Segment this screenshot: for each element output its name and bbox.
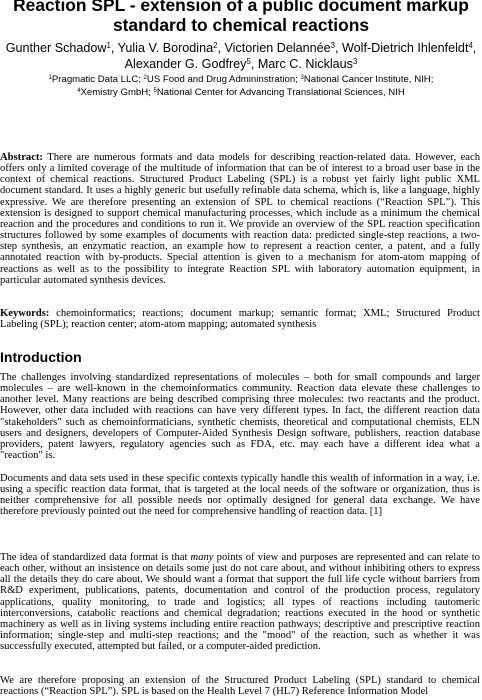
affiliation-3: $^3$National Cancer Institute, NIH; bbox=[300, 74, 434, 85]
affiliation-1: $^1$Pragmatic Data LLC; bbox=[48, 74, 144, 85]
introduction-heading: Introduction bbox=[0, 349, 82, 365]
keywords-text: chemoinformatics; reactions; document markup; semantic format; XML; Structured Product Labeling (SPL); reaction center; atom-atom mapping; automated synthesis bbox=[0, 308, 480, 331]
author-list bbox=[0, 40, 482, 72]
author-5: Alexander G. Godfrey$^5$, bbox=[124, 57, 258, 71]
author-4: Wolf-Dietrich Ihlenfeldt$^4$, bbox=[341, 41, 477, 55]
author-1: Gunther Schadow$^1$, bbox=[5, 41, 118, 55]
author-6: Marc C. Nicklaus$^3$ bbox=[257, 57, 358, 71]
affiliation-5: $^5$National Center for Advancing Translational Sciences, NIH bbox=[153, 87, 405, 98]
affiliation-2: $^2$US Food and Drug Admininstration; bbox=[143, 74, 301, 85]
author-3: Victorien Delannée$^3$, bbox=[224, 41, 342, 55]
affiliation-list bbox=[0, 73, 482, 99]
abstract bbox=[0, 152, 480, 286]
intro-paragraph-3: The idea of standardized data format is that many points of view and purposes are represented and can relate to each other, without an insistence on details some just do not care about, and without inhibiting others to express all the details they do care about. We should want a format that support the full life cycle without barriers from R&D experiment, publications, patents, documentation and control of the production process, regulatory applications, quality monitoring, to trade and logistics; all types of reactions including tautomeric interconversions, catabolic reactions and chemical degradation; reactions executed in the hood or synthetic machinery as well as in living systems including entire reaction pathways; descriptive and prescriptive reaction information; single-step and multi-step reactions; and the "mood" of the reaction, such as whether it was successfully executed, attempted but failed, or a computer-aided prediction. bbox=[0, 552, 480, 653]
paper-title-line-2: standard to chemical reactions bbox=[112, 15, 370, 35]
emphasis-many: many bbox=[190, 552, 214, 563]
abstract-label: Abstract: bbox=[0, 152, 43, 163]
affiliation-4: $^4$Xemistry GmbH; bbox=[77, 87, 154, 98]
intro-paragraph-2: Documents and data sets used in these specific contexts typically handle this wealth of information in a way, i.e. using a specific reaction data format, that is targeted at the local needs of the software or organization, thus is neither comprehensive for all possible needs nor optimally designed for general data exchange. We have therefore previously pointed out the need for comprehensive handling of reaction data. [1] bbox=[0, 473, 480, 518]
paper-title-line-1: Reaction SPL - extension of a public document markup bbox=[13, 0, 469, 15]
intro-paragraph-1: The challenges involving standardized representations of molecules – both for small compounds and larger molecules – are well-known in the chemoinformatics community. Reaction data elevate these challenges to another level. Many reactions are being described comprising three molecules: two reactants and the product. However, other data included with reactions can have very different types. In fact, the different reaction data "stakeholders" such as chemoinformaticians, synthetic chemists, theoretical and computational chemists, ELN users and designers, developers of Computer-Aided Synthesis Design software, publishers, reaction database providers, patent lawyers, regulatory agencies such as FDA, etc. may each have a different idea what a "reaction" is. bbox=[0, 372, 480, 462]
intro-paragraph-4: We are therefore proposing an extension of the Structured Product Labeling (SPL) standard to chemical reactions (“Reaction SPL”). SPL is based on the Health Level 7 (HL7) Reference Information Model bbox=[0, 675, 480, 698]
keywords-label: Keywords: bbox=[0, 308, 50, 319]
keywords bbox=[0, 308, 480, 330]
paper-title bbox=[0, 0, 482, 35]
author-2: Yulia V. Borodina$^2$, bbox=[117, 41, 225, 55]
abstract-text: There are numerous formats and data models for describing reaction-related data. However, each offers only a limited coverage of the multitude of information that can be of interest to a broad user base in the context of chemical reactions. Structured Product Labeling (SPL) is a robust yet fairly light public XML document standard. It uses a highly generic but usefully refinable data schema, which is, like a language, highly expressive. We are therefore presenting an extension of SPL to chemical reactions (“Reaction SPL”). This extension is designed to support chemical manufacturing processes, which include as a minimum the chemical reaction and the procedures and conditions to run it. We provide an overview of the SPL reaction specification structures followed by some examples of documents with reaction data: predicted single-step reactions, a two-step synthesis, an enzymatic reaction, an example how to represent a reaction center, a patent, and a fully annotated reaction with by-products. Special attention is given to a mechanism for atom-atom mapping of reactions as well as to the possibility to integrate Reaction SPL with laboratory automation equipment, in particular automated synthesis devices. bbox=[0, 152, 480, 286]
